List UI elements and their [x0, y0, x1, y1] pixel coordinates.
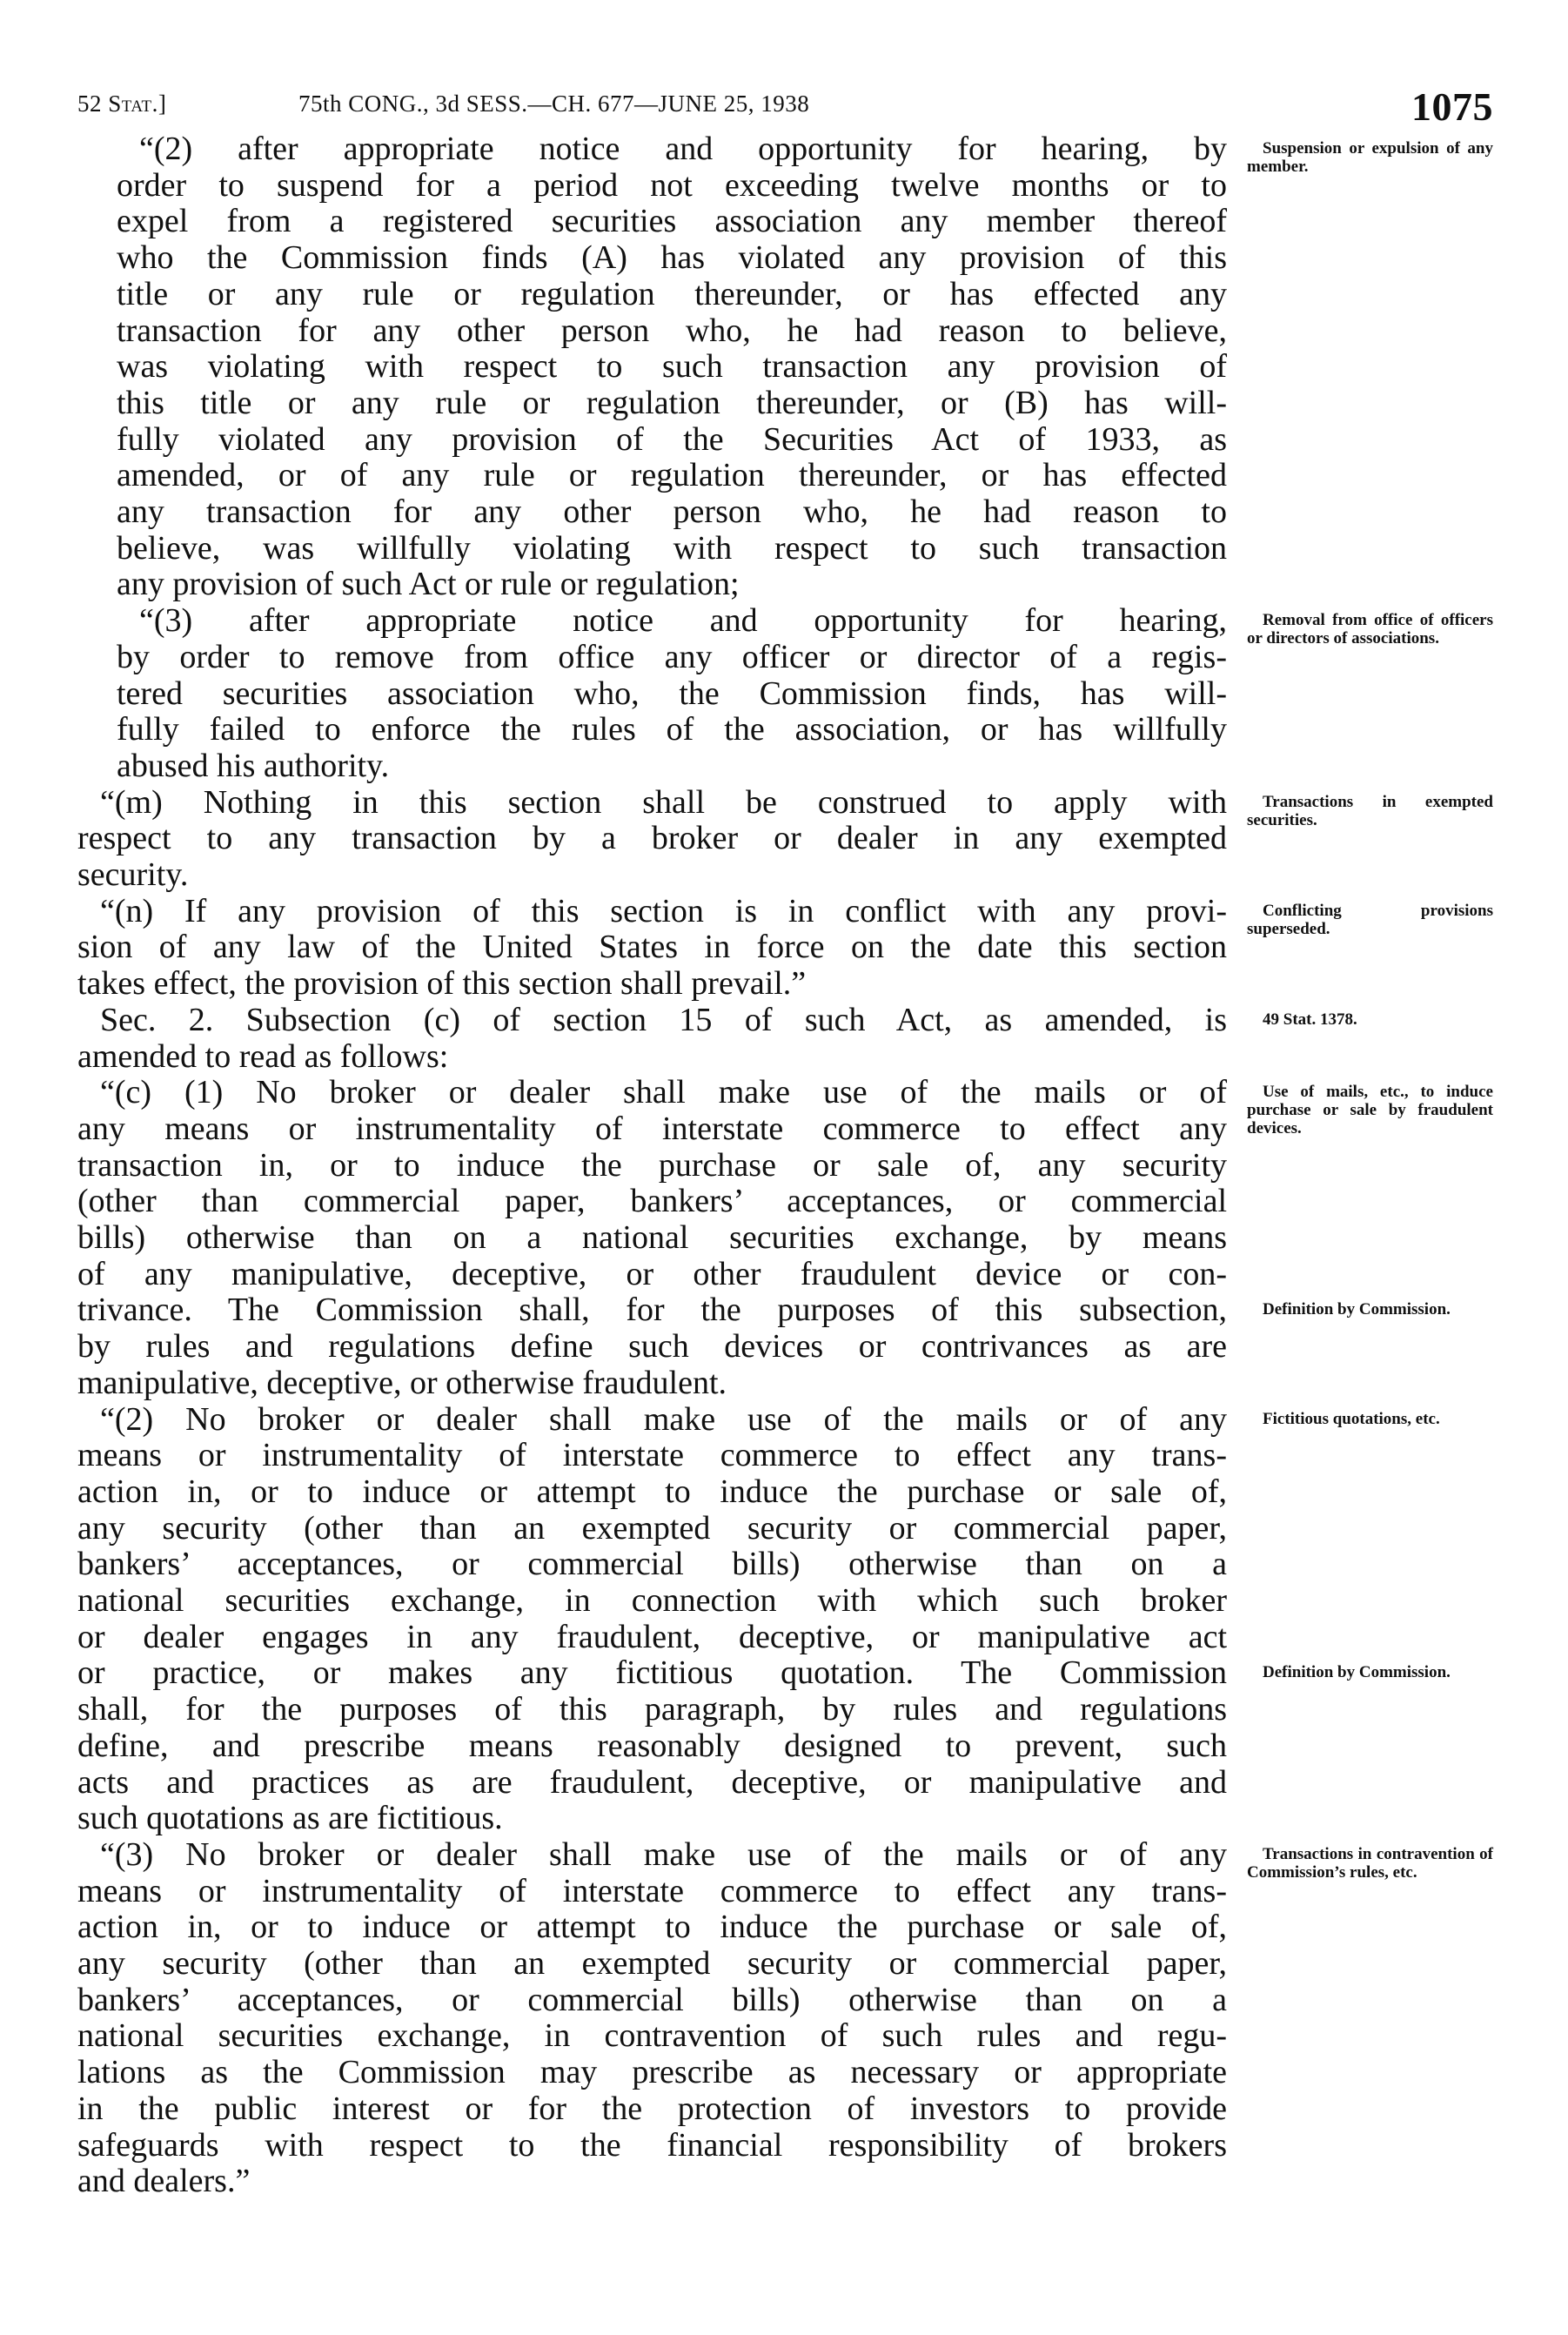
text-line: this title or any rule or regulation thereunder, or (B) has will-	[117, 384, 1227, 421]
text-line: respect to any transaction by a broker or dealer in any exempted	[77, 820, 1227, 857]
margin-note: 49 Stat. 1378.	[1263, 1010, 1357, 1029]
paragraph-first-line: “(3) No broker or dealer shall make use of the mails or of any	[100, 1835, 1227, 1873]
paragraph-first-line: “(2) No broker or dealer shall make use of the mails or of any	[100, 1400, 1227, 1438]
text-line: trivance. The Commission shall, for the purposes of this subsection,	[77, 1292, 1227, 1329]
margin-note: Conflicting provisions superseded.	[1247, 901, 1493, 938]
margin-note: Fictitious quotations, etc.	[1263, 1409, 1440, 1428]
margin-note: Transactions in contravention of Commission’s rules, etc.	[1247, 1844, 1493, 1882]
text-line: means or instrumentality of interstate commerce to effect any trans-	[77, 1872, 1227, 1909]
text-line: national securities exchange, in connection with which such broker	[77, 1582, 1227, 1619]
text-line: any security (other than an exempted security or commercial paper,	[77, 1509, 1227, 1547]
text-line: tered securities association who, the Commission finds, has will-	[117, 674, 1227, 712]
text-line: any security (other than an exempted security or commercial paper,	[77, 1945, 1227, 1982]
text-line: transaction for any other person who, he had reason to believe,	[117, 312, 1227, 349]
text-line: takes effect, the provision of this section shall prevail.”	[77, 965, 807, 1003]
margin-note: Definition by Commission.	[1263, 1663, 1451, 1682]
text-line: by order to remove from office any officer or director of a regis-	[117, 638, 1227, 675]
text-line: fully failed to enforce the rules of the association, or has willfully	[117, 711, 1227, 748]
text-line: of any manipulative, deceptive, or other fraudulent device or con-	[77, 1255, 1227, 1292]
text-line: bankers’ acceptances, or commercial bills) otherwise than on a	[77, 1981, 1227, 2018]
header-volume-reference: 52 Stat.]	[77, 91, 167, 117]
text-line: or practice, or makes any fictitious quotation. The Commission	[77, 1654, 1227, 1692]
paragraph-first-line: “(n) If any provision of this section is in conflict with any provi-	[100, 892, 1227, 929]
text-line: fully violated any provision of the Securities Act of 1933, as	[117, 420, 1227, 458]
text-line: was violating with respect to such transaction any provision of	[117, 348, 1227, 386]
text-line: transaction in, or to induce the purchase or sale of, any security	[77, 1146, 1227, 1184]
paragraph-first-line: “(2) after appropriate notice and opportunity for hearing, by	[139, 131, 1227, 167]
text-line: sion of any law of the United States in force on the date this section	[77, 929, 1227, 966]
text-line: any transaction for any other person who, he had reason to	[117, 493, 1227, 530]
text-line: who the Commission finds (A) has violated any provision of this	[117, 239, 1227, 277]
text-line: shall, for the purposes of this paragraph, by rules and regulations	[77, 1691, 1227, 1728]
text-line: in the public interest or for the protection of investors to provide	[77, 2090, 1227, 2127]
text-line: abused his authority.	[117, 747, 390, 784]
margin-note: Definition by Commission.	[1263, 1300, 1451, 1319]
margin-note: Transactions in exempted securities.	[1247, 792, 1493, 829]
text-line: security.	[77, 856, 189, 893]
text-line: and dealers.”	[77, 2163, 251, 2200]
header-session-chapter: 75th CONG., 3d SESS.—CH. 677—JUNE 25, 1938	[298, 91, 810, 117]
margin-note: Use of mails, etc., to induce purchase or sale by fraudulent devices.	[1247, 1083, 1493, 1138]
text-line: lations as the Commission may prescribe as necessary or appropriate	[77, 2054, 1227, 2091]
text-line: define, and prescribe means reasonably designed to prevent, such	[77, 1727, 1227, 1764]
margin-note: Suspension or expulsion of any member.	[1247, 139, 1493, 176]
page-number: 1075	[1411, 84, 1493, 129]
text-line: any provision of such Act or rule or regulation;	[117, 566, 740, 603]
text-line: by rules and regulations define such devices or contrivances as are	[77, 1328, 1227, 1365]
text-line: action in, or to induce or attempt to induce the purchase or sale of,	[77, 1909, 1227, 1946]
text-line: amended, or of any rule or regulation thereunder, or has effected	[117, 457, 1227, 494]
text-line: acts and practices as are fraudulent, deceptive, or manipulative and	[77, 1763, 1227, 1801]
text-line: expel from a registered securities association any member thereof	[117, 203, 1227, 240]
text-line: any means or instrumentality of interstate commerce to effect any	[77, 1110, 1227, 1147]
text-line: amended to read as follows:	[77, 1037, 449, 1075]
text-line: action in, or to induce or attempt to induce the purchase or sale of,	[77, 1473, 1227, 1510]
text-line: safeguards with respect to the financial responsibility of brokers	[77, 2126, 1227, 2164]
text-line: or dealer engages in any fraudulent, deceptive, or manipulative act	[77, 1618, 1227, 1655]
text-line: bills) otherwise than on a national securities exchange, by means	[77, 1219, 1227, 1256]
text-line: believe, was willfully violating with respect to such transaction	[117, 529, 1227, 567]
text-line: means or instrumentality of interstate commerce to effect any trans-	[77, 1437, 1227, 1474]
paragraph-first-line: “(m) Nothing in this section shall be construed to apply with	[100, 783, 1227, 821]
text-line: such quotations as are fictitious.	[77, 1800, 503, 1837]
text-line: national securities exchange, in contravention of such rules and regu-	[77, 2017, 1227, 2055]
paragraph-first-line: Sec. 2. Subsection (c) of section 15 of such Act, as amended, is	[100, 1001, 1227, 1038]
text-line: bankers’ acceptances, or commercial bills) otherwise than on a	[77, 1546, 1227, 1583]
text-line: order to suspend for a period not exceeding twelve months or to	[117, 166, 1227, 204]
margin-note: Removal from office of officers or directors of associations.	[1247, 611, 1493, 648]
paragraph-first-line: “(c) (1) No broker or dealer shall make use of the mails or of	[100, 1074, 1227, 1111]
text-line: manipulative, deceptive, or otherwise fraudulent.	[77, 1364, 727, 1401]
paragraph-first-line: “(3) after appropriate notice and opportunity for hearing,	[139, 602, 1227, 640]
text-line: (other than commercial paper, bankers’ acceptances, or commercial	[77, 1183, 1227, 1220]
text-line: title or any rule or regulation thereunder, or has effected any	[117, 275, 1227, 312]
